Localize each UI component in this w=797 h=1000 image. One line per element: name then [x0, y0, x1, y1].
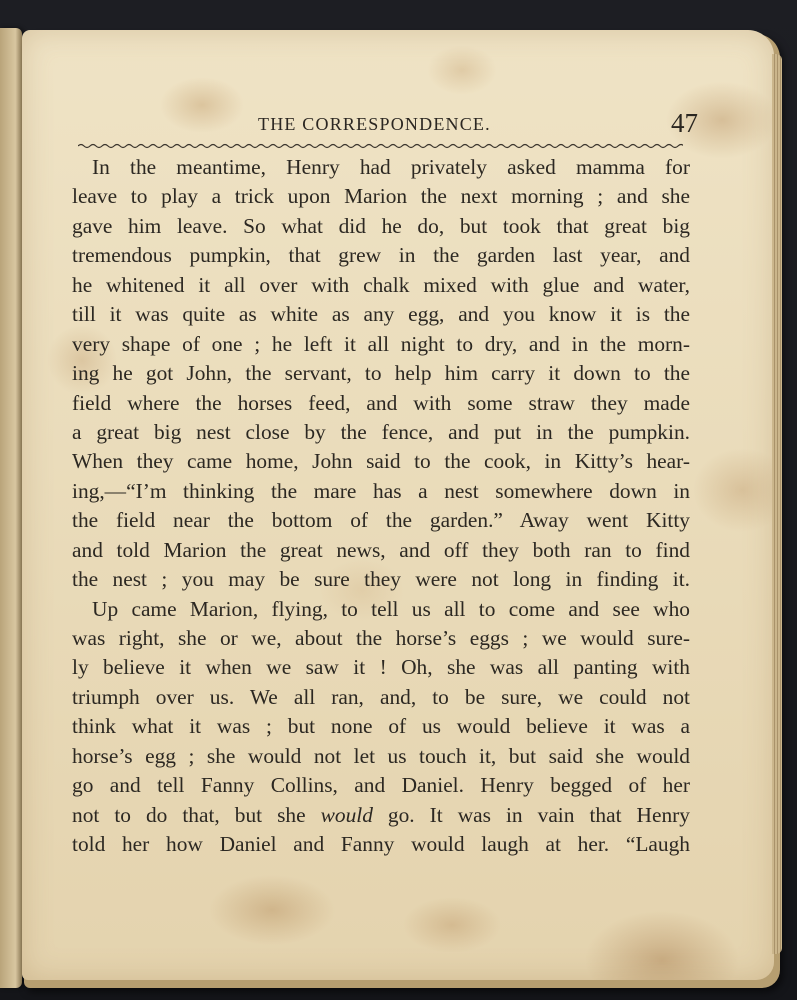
text-line: very shape of one ; he left it all night to dry, and in the morn-: [72, 331, 690, 356]
text-line: leave to play a trick upon Marion the next morning ; and she: [72, 184, 690, 209]
page-right-edge: [772, 54, 782, 954]
running-title: THE CORRESPONDENCE.: [258, 114, 491, 134]
left-page-edge: [0, 28, 22, 988]
text-line: triumph over us. We all ran, and, to be sure, we could not: [72, 684, 690, 709]
text-fragment: not to do that, but she: [72, 802, 321, 827]
text-line: ing he got John, the servant, to help him carry it down to the: [72, 361, 690, 386]
text-line-mixed: [72, 801, 690, 830]
wavy-rule: [78, 142, 683, 150]
book-page: [22, 30, 774, 980]
text-line: ly believe it when we saw it ! Oh, she was all panting with: [72, 655, 690, 680]
text-line: Up came Marion, flying, to tell us all to come and see who: [92, 596, 690, 621]
text-line: gave him leave. So what did he do, but took that great big: [72, 213, 690, 238]
text-fragment: go. It was in vain that Henry: [372, 802, 690, 827]
text-line: horse’s egg ; she would not let us touch it, but said she would: [72, 743, 690, 768]
text-line: When they came home, John said to the cook, in Kitty’s hear-: [72, 449, 690, 474]
text-line: go and tell Fanny Collins, and Daniel. Henry begged of her: [72, 773, 690, 798]
text-line: told her how Daniel and Fanny would laugh at her. “Laugh: [72, 832, 690, 857]
italic-word: would: [320, 802, 373, 827]
text-line: he whitened it all over with chalk mixed with glue and water,: [72, 272, 690, 297]
text-line: was right, she or we, about the horse’s eggs ; we would sure-: [72, 626, 690, 650]
body-text: [72, 153, 690, 860]
text-line: the nest ; you may be sure they were not long in finding it.: [72, 567, 690, 592]
text-line: till it was quite as white as any egg, and you know it is the: [72, 302, 690, 327]
text-line: tremendous pumpkin, that grew in the garden last year, and: [72, 243, 690, 268]
page-number: 47: [671, 108, 698, 138]
text-line: the field near the bottom of the garden.” Away went Kitty: [72, 508, 690, 533]
text-line: In the meantime, Henry had privately asked mamma for: [92, 155, 690, 179]
text-line: a great big nest close by the fence, and put in the pumpkin.: [72, 419, 690, 444]
text-line: ing,—“I’m thinking the mare has a nest somewhere down in: [72, 478, 690, 503]
text-line: field where the horses feed, and with some straw they made: [72, 390, 690, 415]
text-line: and told Marion the great news, and off they both ran to find: [72, 537, 690, 562]
text-line: think what it was ; but none of us would believe it was a: [72, 714, 690, 739]
